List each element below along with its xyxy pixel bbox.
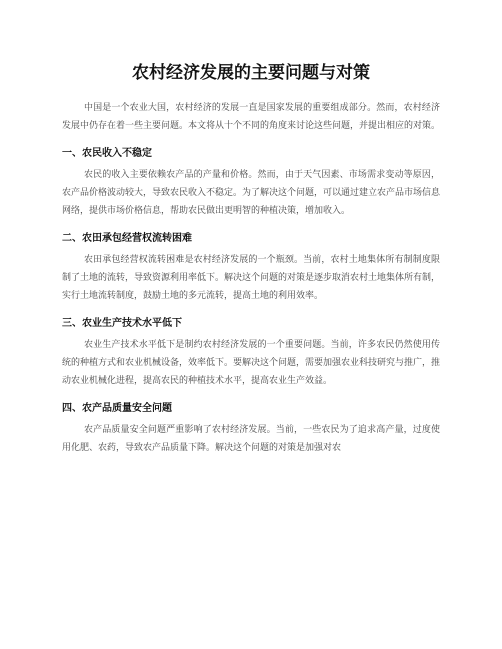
- section-heading: 一、农民收入不稳定: [62, 148, 152, 159]
- section-body: 农产品质量安全问题严重影响了农村经济发展。当前，一些农民为了追求高产量，过度使用化肥、农药，导致农产品质量下降。解决这个问题的对策是加强对农: [62, 425, 440, 453]
- section-3: [62, 316, 440, 390]
- section-body: 农业生产技术水平低下是制约农村经济发展的一个重要问题。当前，许多农民仍然使用传统的种植方式和农业机械设备，效率低下。要解决这个问题，需要加强农业科技研究与推广，推动农业机械化进程，提高农民的种植技术水平，提高农业生产效益。: [62, 340, 441, 386]
- document-title: 农村经济发展的主要问题与对策: [132, 63, 370, 83]
- section-body: 农民的收入主要依赖农产品的产量和价格。然而，由于天气因素、市场需求变动等原因，农产品价格波动较大，导致农民收入不稳定。为了解决这个问题，可以通过建立农产品市场信息网络，提供市场价格信息，帮助农民做出更明智的种植决策，增加收入。: [62, 170, 441, 216]
- section-1: [62, 146, 440, 220]
- section-body: 农田承包经营权流转困难是农村经济发展的一个瓶颈。当前，农村土地集体所有制制度限制了土地的流转，导致资源利用率低下。解决这个问题的对策是逐步取消农村土地集体所有制，实行土地流转制度，鼓励土地的多元流转，提高土地的利用效率。: [62, 255, 441, 301]
- section-heading: 二、农田承包经营权流转困难: [62, 233, 192, 244]
- section-heading: 三、农业生产技术水平低下: [62, 318, 182, 329]
- section-4: [62, 401, 440, 457]
- section-2: [62, 231, 440, 305]
- intro-paragraph: 中国是一个农业大国，农村经济的发展一直是国家发展的重要组成部分。然而，农村经济发展中仍存在着一些主要问题。本文将从十个不同的角度来讨论这些问题，并提出相应的对策。: [62, 103, 441, 131]
- section-heading: 四、农产品质量安全问题: [62, 403, 172, 414]
